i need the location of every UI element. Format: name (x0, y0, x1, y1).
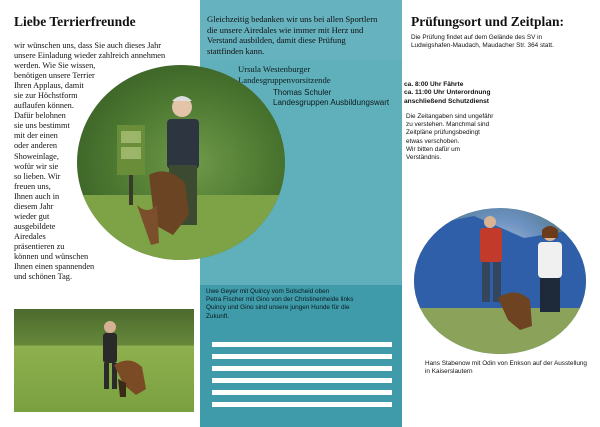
left-body-line: Dafür belohnen (14, 111, 66, 121)
center-intro-line: Verstand ausbilden, damit diese Prüfung (207, 35, 346, 45)
note-line: Die Zeitangaben sind ungefähr (406, 113, 494, 120)
schedule-line: ca. 8:00 Uhr Fährte (404, 81, 464, 88)
caption-line: Petra Fischer mit Gino von der Christinenheide links (206, 296, 354, 304)
caption-line: Zukunft. (206, 312, 230, 320)
schedule-note (406, 113, 526, 162)
left-body-line: wir wünschen uns, dass Sie auch dieses Jahr (14, 41, 162, 50)
left-body-line: Airedales (14, 231, 46, 241)
left-body-line: sie zur Höchstform (14, 91, 78, 101)
left-body-line: werden. Wie Sie wissen, (14, 61, 96, 71)
center-intro-line: die unsere Airedales wie immer mit Herz und (207, 24, 364, 35)
signature-name: Thomas Schuler (273, 88, 332, 97)
note-line: zu verstehen. Manchmal sind (406, 121, 490, 129)
left-body-line: unsere Einladung wieder zahlreich annehmen (14, 51, 166, 61)
form-line (212, 342, 392, 347)
signature-role: Landesgruppenvorsitzende (238, 74, 331, 85)
left-body-line: Ihren Applaus, damit (14, 81, 84, 91)
left-body-line: wieder gut (14, 211, 50, 221)
left-body-line: diesem Jahr (14, 201, 54, 211)
left-body-line: Ihnen einen spannenden (14, 262, 95, 272)
signature-westenburger (238, 64, 331, 85)
schedule (404, 81, 594, 106)
left-body (14, 41, 197, 282)
left-body-line: freuen uns, (14, 181, 51, 191)
location-line: Ludwigshafen-Maudach, Maudacher Str. 364 statt. (411, 42, 554, 50)
location-line: Die Prüfung findet auf dem Gelände des SV in (411, 34, 543, 41)
left-body-line: ausgebildete (14, 221, 56, 231)
left-body-line: oder anderen (14, 141, 58, 151)
left-body-line: wofür wir sie (14, 161, 59, 171)
caption-line: Uwe Geyer mit Quincy vom Solscheid oben (206, 288, 330, 295)
form-line (212, 378, 392, 383)
form-line (212, 366, 392, 371)
location-info (411, 34, 596, 50)
left-heading: Liebe Terrierfreunde (14, 14, 136, 29)
left-body-line: sie uns bestimmt (14, 121, 70, 131)
note-line: Zeitpläne prüfungsbedingt (406, 129, 480, 137)
caption-line: in Kaiserslautern (425, 368, 473, 376)
center-photo-caption (206, 288, 398, 321)
form-line (212, 390, 392, 395)
left-body-line: so lieben. Wir (14, 171, 61, 181)
note-line: Wir bitten dafür um (406, 145, 460, 153)
photo-handler-with-dog (14, 309, 194, 412)
right-heading: Prüfungsort und Zeitplan: (411, 14, 565, 29)
center-intro-line: stattfinden kann. (207, 45, 265, 56)
signature-role: Landesgruppen Ausbildungswart (273, 98, 390, 107)
exhibition-illustration (414, 208, 586, 354)
right-photo-caption (425, 360, 595, 376)
signature-name: Ursula Westenburger (238, 64, 311, 74)
left-body-line: Showeinlage, (14, 151, 59, 161)
handler-dog-illustration (14, 309, 194, 412)
left-body-line: auflaufen können. (14, 101, 74, 111)
signature-schuler (273, 88, 389, 108)
schedule-line: anschließend Schutzdienst (404, 97, 490, 105)
left-body-line: und schönen Tag. (14, 272, 73, 282)
left-body-line: Ihnen auch in (14, 191, 60, 201)
center-intro-line: Gleichzeitig bedanken wir uns bei allen Sportlern (207, 14, 378, 24)
schedule-line: ca. 11:00 Uhr Unterordnung (404, 89, 491, 97)
form-line (212, 354, 392, 359)
form-line (212, 402, 392, 407)
left-body-line: mit der einen (14, 131, 58, 141)
left-body-line: können und wünschen (14, 251, 89, 261)
left-body-line: benötigen unsere Terrier (14, 71, 95, 81)
caption-line: Quincy und Gino sind unsere jungen Hunde für die (206, 304, 350, 312)
left-body-line: präsentieren zu (14, 241, 65, 251)
note-line: etwas verschoben. (406, 137, 460, 145)
note-line: Verständnis. (406, 154, 442, 162)
caption-line: Hans Stabenow mit Odin von Enkson auf der Ausstellung (425, 360, 587, 367)
center-intro (207, 14, 397, 56)
photo-exhibition-group (414, 208, 586, 354)
